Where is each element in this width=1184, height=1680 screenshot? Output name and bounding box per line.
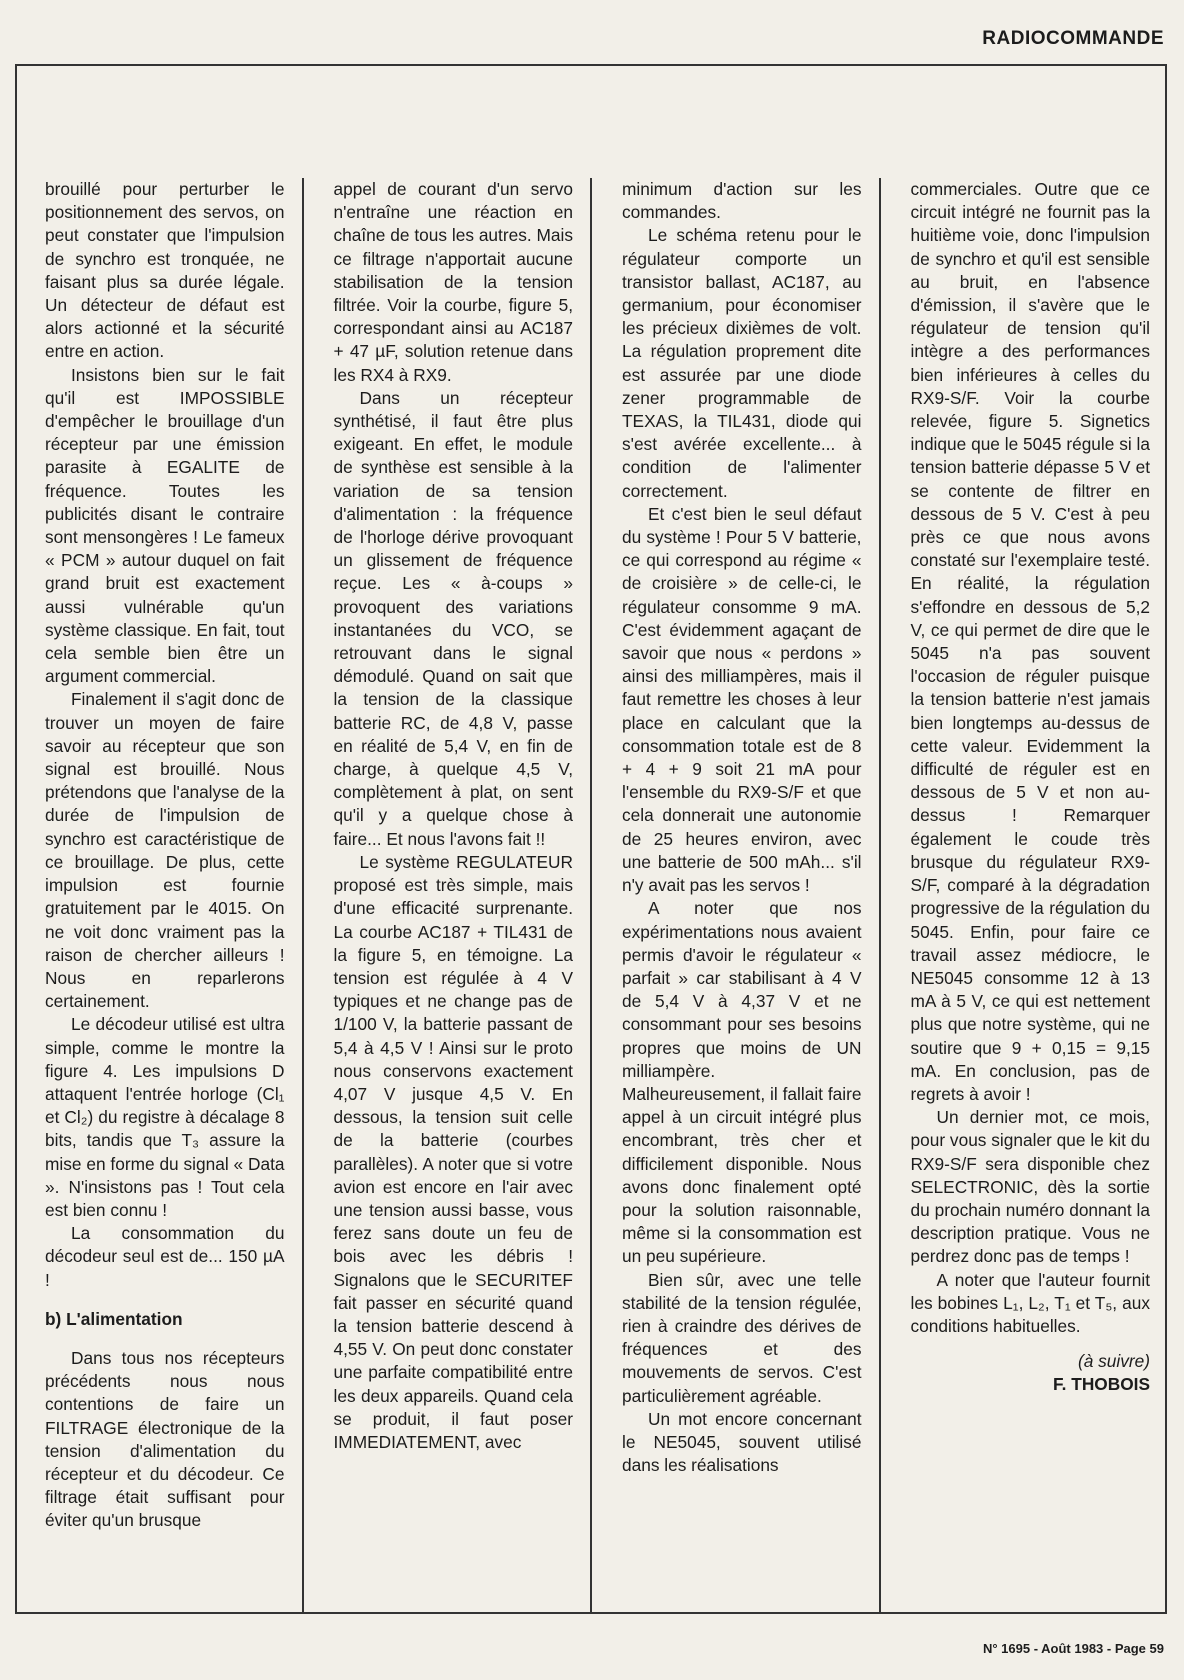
paragraph: Le décodeur utilisé est ultra simple, comme le montre la figure 4. Les impulsions D attaquent l'entrée horloge (Cl₁ et Cl₂) du registre à décalage 8 bits, tandis que T₃ assure la mise en forme du signal « Data ». N'insistons pas ! Tout cela est bien connu ! [45, 1014, 285, 1220]
column-4 [881, 178, 1168, 1614]
paragraph: Dans un récepteur synthétisé, il faut être plus exigeant. En effet, le module de synthèse est sensible à la variation de sa tension d'alimentation : la fréquence de l'horloge dérive provoquant un glissement de fréquence reçue. Les « à-coups » provoquent des variations instantanées du VCO, se retrouvant dans le signal démodulé. Quand on sait que la tension de la classique batterie RC, de 4,8 V, passe en réalité de 5,4 V, en fin de charge, à quelque 4,5 V, complètement à plat, on sent qu'il y a quelque chose à faire... Et nous l'avons fait !! [333, 387, 573, 849]
paragraph: Finalement il s'agit donc de trouver un moyen de faire savoir au récepteur que son signal est brouillé. Nous prétendons que l'analyse de la durée de l'impulsion de synchro est caractéristique de ce brouillage. De plus, cette impulsion est fournie gratuitement par le 4015. On ne voit donc vraiment pas la raison de chercher ailleurs ! Nous en reparlerons certainement. [45, 689, 285, 1012]
author-signature: F. THOBOIS [1053, 1374, 1150, 1395]
paragraph: Dans tous nos récepteurs précédents nous nous contentions de faire un FILTRAGE électronique de la tension d'alimentation du récepteur et du décodeur. Ce filtrage était suffisant pour éviter qu'un brusque [45, 1347, 285, 1531]
paragraph: appel de courant d'un servo n'entraîne une réaction en chaîne de tous les autres. Mais ce filtrage n'apportait aucune stabilisation de la tension filtrée. Voir la courbe, figure 5, correspondant ainsi au AC187 + 47 µF, solution retenue dans les RX4 à RX9. [333, 179, 573, 385]
paragraph: A noter que l'auteur fournit les bobines L₁, L₂, T₁ et T₅, aux conditions habituelles. [910, 1269, 1150, 1336]
column-1 [15, 178, 304, 1614]
paragraph: Insistons bien sur le fait qu'il est IMPOSSIBLE d'empêcher le brouillage d'un récepteur par une émission parasite à EGALITE de fréquence. Toutes les publicités disant le contraire sont mensongères ! Le fameux « PCM » autour duquel on fait grand bruit est exactement aussi vulnérable qu'un système classique. En fait, tout cela semble bien être un argument commercial. [45, 364, 285, 687]
paragraph: Un mot encore concernant le NE5045, souvent utilisé dans les réalisations [622, 1408, 862, 1476]
paragraph: La consommation du décodeur seul est de... 150 µA ! [45, 1223, 285, 1290]
to-be-continued: (à suivre) [1077, 1351, 1150, 1372]
page-footer: N° 1695 - Août 1983 - Page 59 [982, 1641, 1164, 1656]
column-3 [592, 178, 881, 1614]
column-2 [304, 178, 593, 1614]
paragraph: Un dernier mot, ce mois, pour vous signaler que le kit du RX9-S/F sera disponible chez SELECTRONIC, dès la sortie du prochain numéro donnant la description pratique. Vous ne perdrez donc pas de temps ! [910, 1107, 1150, 1267]
paragraph: Et c'est bien le seul défaut du système ! Pour 5 V batterie, ce qui correspond au régime « de croisière » de celle-ci, le régulateur consomme 9 mA. C'est évidemment agaçant de savoir que nous « perdons » ainsi des milliampères, mais il faut remettre les choses à leur place en calculant que la consommation totale est de 8 + 4 + 9 soit 21 mA pour l'ensemble du RX9-S/F et que cela donnerait une autonomie de 25 heures environ, avec une batterie de 500 mAh... s'il n'y avait pas les servos ! [622, 503, 862, 896]
paragraph: A noter que nos expérimentations nous avaient permis d'avoir le régulateur « parfait » car stabilisant à 4 V de 5,4 V à 4,37 V et ne consommant pour ses besoins propres que moins de UN milliampère. Malheureusement, il fallait faire appel à un circuit intégré plus encombrant, très cher et difficilement disponible. Nous avons donc finalement opté pour la solution raisonnable, même si la consommation est un peu supérieure. [622, 898, 862, 1267]
article-body [15, 178, 1167, 1614]
section-rubric: RADIOCOMMANDE [982, 28, 1164, 49]
paragraph: commerciales. Outre que ce circuit intégré ne fournit pas la huitième voie, donc l'impulsion de synchro et qu'il est sensible au bruit, en l'absence d'émission, il s'avère que le régulateur de tension qu'il intègre a des performances bien inférieures à celles du RX9-S/F. Voir la courbe relevée, figure 5. Signetics indique que le 5045 régule si la tension batterie dépasse 5 V et se contente de filtrer en dessous de 5 V. C'est à peu près ce que nous avons constaté sur l'exemplaire testé. En réalité, la régulation s'effondre en dessous de 5,2 V, ce qui permet de dire que le 5045 n'a pas souvent l'occasion de réguler puisque la tension batterie n'est jamais bien longtemps au-dessus de cette valeur. Evidemment la difficulté de réguler est en dessous de 5 V et non au-dessus ! Remarquer également le coude très brusque du régulateur RX9-S/F, comparé à la dégradation progressive de la régulation du 5045. Enfin, pour faire ce travail assez médiocre, le NE5045 consomme 12 à 13 mA à 5 V, ce qui est nettement plus que notre système, qui ne soutire que 9 + 0,15 = 9,15 mA. En conclusion, pas de regrets à avoir ! [910, 179, 1150, 1104]
paragraph: Le schéma retenu pour le régulateur comporte un transistor ballast, AC187, au germanium, pour économiser les précieux dixièmes de volt. La régulation proprement dite est assurée par une diode zener programmable de TEXAS, la TIL431, diode qui s'est avérée excellente... à condition de l'alimenter correctement. [622, 225, 862, 501]
paragraph: brouillé pour perturber le positionnement des servos, on peut constater que l'impulsion de synchro est tronquée, ne faisant plus sa durée légale. Un détecteur de défaut est alors actionné et la sécurité entre en action. [45, 179, 285, 362]
paragraph: Bien sûr, avec une telle stabilité de la tension régulée, rien à craindre des dérives de fréquences et des mouvements de servos. C'est particulièrement agréable. [622, 1269, 862, 1406]
paragraph: Le système REGULATEUR proposé est très simple, mais d'une efficacité surprenante. La courbe AC187 + TIL431 de la figure 5, en témoigne. La tension est régulée à 4 V typiques et ne change pas de 1/100 V, la batterie passant de 5,4 à 4,5 V ! Ainsi sur le proto nous conservons exactement 4,07 V jusque 4,5 V. En dessous, la tension suit celle de la batterie (courbes parallèles). A noter que si votre avion est encore en l'air avec une tension aussi basse, vous ferez sans doute un feu de bois avec les débris ! Signalons que le SECURITEF fait passer en sécurité quand la tension batterie descend à 4,55 V. On peut donc constater une parfaite compatibilité entre les deux appareils. Quand cela se produit, il faut poser IMMEDIATEMENT, avec [333, 851, 573, 1452]
section-heading: b) L'alimentation [45, 1308, 183, 1329]
paragraph: minimum d'action sur les commandes. [622, 179, 862, 223]
